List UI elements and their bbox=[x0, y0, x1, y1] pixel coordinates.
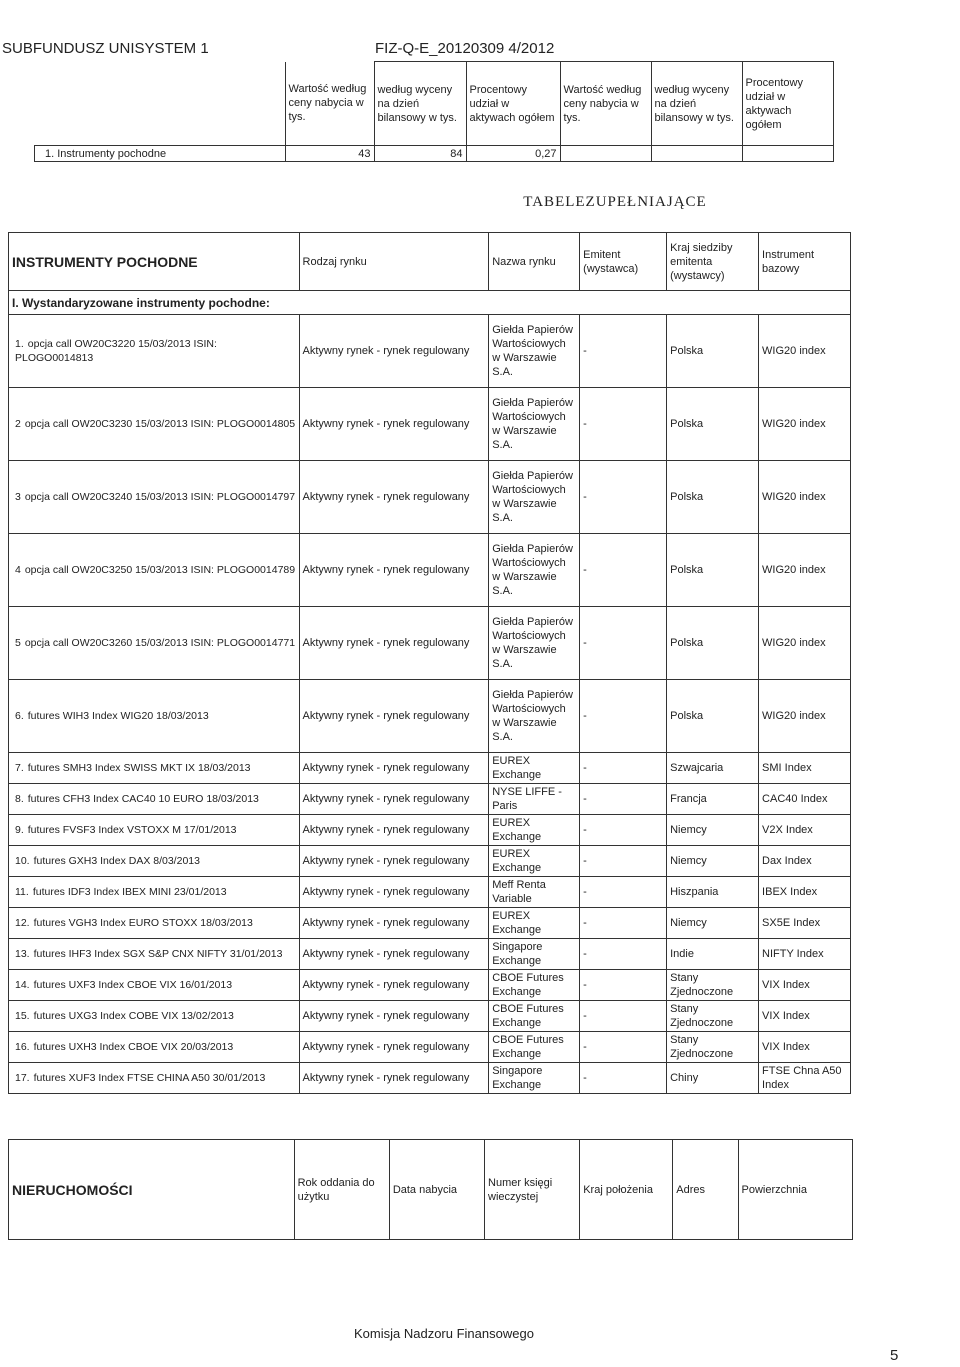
instrument-name: futures CFH3 Index CAC40 10 EURO 18/03/2013 bbox=[27, 793, 259, 805]
cell-market: NYSE LIFFE - Paris bbox=[489, 784, 580, 815]
cell-issuer: - bbox=[580, 534, 667, 607]
table-row bbox=[9, 1001, 851, 1032]
cell-type: Aktywny rynek - rynek regulowany bbox=[299, 534, 489, 607]
row-number: 4 bbox=[15, 564, 21, 576]
cell-issuer: - bbox=[580, 970, 667, 1001]
cell-underlying: WIG20 index bbox=[759, 607, 851, 680]
table-row bbox=[9, 877, 851, 908]
header-market-type: Rodzaj rynku bbox=[299, 233, 489, 291]
table-row bbox=[9, 607, 851, 680]
cell-type: Aktywny rynek - rynek regulowany bbox=[299, 607, 489, 680]
row-number: 15. bbox=[15, 1010, 30, 1022]
instrument-name: futures IDF3 Index IBEX MINI 23/01/2013 bbox=[32, 886, 227, 898]
header-underlying: Instrument bazowy bbox=[759, 233, 851, 291]
row-number: 6. bbox=[15, 710, 24, 722]
cell-market: CBOE Futures Exchange bbox=[489, 1001, 580, 1032]
cell-underlying: Dax Index bbox=[759, 846, 851, 877]
section-title: TABELEZUPEŁNIAJĄCE bbox=[523, 194, 707, 210]
cell-market: Singapore Exchange bbox=[489, 939, 580, 970]
cell-country: Chiny bbox=[667, 1063, 759, 1094]
cell-type: Aktywny rynek - rynek regulowany bbox=[299, 753, 489, 784]
footer-org: Komisja Nadzoru Finansowego bbox=[354, 1326, 534, 1341]
instrument-name: futures FVSF3 Index VSTOXX M 17/01/2013 bbox=[27, 824, 237, 836]
cell-name bbox=[9, 1063, 300, 1094]
cell-issuer: - bbox=[580, 607, 667, 680]
cell-issuer: - bbox=[580, 846, 667, 877]
row-number: 5 bbox=[15, 637, 21, 649]
cell-name bbox=[9, 388, 300, 461]
cell-country: Indie bbox=[667, 939, 759, 970]
cell-underlying: WIG20 index bbox=[759, 680, 851, 753]
cell-market: Singapore Exchange bbox=[489, 1063, 580, 1094]
table-row bbox=[9, 908, 851, 939]
cell-country: Polska bbox=[667, 461, 759, 534]
instrument-name: futures UXH3 Index CBOE VIX 20/03/2013 bbox=[33, 1041, 234, 1053]
instrument-name: futures VGH3 Index EURO STOXX 18/03/2013 bbox=[33, 917, 253, 929]
table-row bbox=[9, 846, 851, 877]
cell-underlying: CAC40 Index bbox=[759, 784, 851, 815]
cell-name bbox=[9, 461, 300, 534]
cell-underlying: V2X Index bbox=[759, 815, 851, 846]
cell-issuer: - bbox=[580, 1001, 667, 1032]
cell-issuer: - bbox=[580, 908, 667, 939]
re-register: Numer księgi wieczystej bbox=[485, 1140, 580, 1240]
derivatives-table bbox=[8, 232, 851, 1094]
cell-underlying: VIX Index bbox=[759, 1032, 851, 1063]
cell-name bbox=[9, 315, 300, 388]
cell-type: Aktywny rynek - rynek regulowany bbox=[299, 846, 489, 877]
cell-underlying: SMI Index bbox=[759, 753, 851, 784]
cell-underlying: WIG20 index bbox=[759, 534, 851, 607]
table-row bbox=[9, 461, 851, 534]
cell-underlying: WIG20 index bbox=[759, 388, 851, 461]
cell-name bbox=[9, 877, 300, 908]
cell-underlying: IBEX Index bbox=[759, 877, 851, 908]
derivatives-title: INSTRUMENTY POCHODNE bbox=[9, 233, 300, 291]
row-number: 2 bbox=[15, 418, 21, 430]
cell-type: Aktywny rynek - rynek regulowany bbox=[299, 970, 489, 1001]
re-area: Powierzchnia bbox=[738, 1140, 852, 1240]
cell-country: Niemcy bbox=[667, 846, 759, 877]
header-issuer: Emitent (wystawca) bbox=[580, 233, 667, 291]
cell-country: Francja bbox=[667, 784, 759, 815]
cell-market: Meff Renta Variable bbox=[489, 877, 580, 908]
subsection-label: I. Wystandaryzowane instrumenty pochodne: bbox=[9, 291, 851, 315]
summary-table bbox=[34, 61, 834, 162]
cell-issuer: - bbox=[580, 461, 667, 534]
cell-underlying: VIX Index bbox=[759, 1001, 851, 1032]
cell-issuer: - bbox=[580, 680, 667, 753]
cell-type: Aktywny rynek - rynek regulowany bbox=[299, 1063, 489, 1094]
value-cost: 43 bbox=[285, 146, 374, 162]
cell-type: Aktywny rynek - rynek regulowany bbox=[299, 939, 489, 970]
row-number: 3 bbox=[15, 491, 21, 503]
cell-issuer: - bbox=[580, 1032, 667, 1063]
instrument-name: futures GXH3 Index DAX 8/03/2013 bbox=[33, 855, 200, 867]
cell-type: Aktywny rynek - rynek regulowany bbox=[299, 784, 489, 815]
instrument-name: futures IHF3 Index SGX S&P CNX NIFTY 31/01/2013 bbox=[33, 948, 283, 960]
cell-underlying: FTSE Chna A50 Index bbox=[759, 1063, 851, 1094]
cell-type: Aktywny rynek - rynek regulowany bbox=[299, 815, 489, 846]
cell-market: CBOE Futures Exchange bbox=[489, 970, 580, 1001]
cell-market: EUREX Exchange bbox=[489, 846, 580, 877]
cell-country: Hiszpania bbox=[667, 877, 759, 908]
cell-market: EUREX Exchange bbox=[489, 753, 580, 784]
cell-underlying: VIX Index bbox=[759, 970, 851, 1001]
table-row bbox=[9, 753, 851, 784]
cell-underlying: SX5E Index bbox=[759, 908, 851, 939]
cell-country: Niemcy bbox=[667, 908, 759, 939]
cell-market: Giełda Papierów Wartościowych w Warszawie S.A. bbox=[489, 315, 580, 388]
value-valuation: 84 bbox=[374, 146, 466, 162]
row-number: 8. bbox=[15, 793, 24, 805]
instrument-name: futures WIH3 Index WIG20 18/03/2013 bbox=[27, 710, 209, 722]
cell-market: CBOE Futures Exchange bbox=[489, 1032, 580, 1063]
instrument-name: futures SMH3 Index SWISS MKT IX 18/03/2013 bbox=[27, 762, 251, 774]
cell-country: Stany Zjednoczone bbox=[667, 1001, 759, 1032]
cell-issuer: - bbox=[580, 877, 667, 908]
cell-name bbox=[9, 908, 300, 939]
cell-issuer: - bbox=[580, 784, 667, 815]
table-row bbox=[9, 680, 851, 753]
cell-country: Polska bbox=[667, 534, 759, 607]
cell-country: Stany Zjednoczone bbox=[667, 1032, 759, 1063]
cell-type: Aktywny rynek - rynek regulowany bbox=[299, 877, 489, 908]
table-row bbox=[9, 1063, 851, 1094]
table-row bbox=[9, 970, 851, 1001]
cell-name bbox=[9, 1001, 300, 1032]
cell-name bbox=[9, 607, 300, 680]
re-country: Kraj położenia bbox=[580, 1140, 673, 1240]
instrument-name: opcja call OW20C3230 15/03/2013 ISIN: PLOGO0014805 bbox=[24, 418, 296, 430]
col-value-cost-2: Wartość według ceny nabycia w tys. bbox=[560, 62, 651, 146]
cell-market: Giełda Papierów Wartościowych w Warszawie S.A. bbox=[489, 607, 580, 680]
cell-issuer: - bbox=[580, 388, 667, 461]
row-number: 7. bbox=[15, 762, 24, 774]
instrument-name: opcja call OW20C3260 15/03/2013 ISIN: PLOGO0014771 bbox=[24, 637, 296, 649]
row-number: 1. bbox=[15, 338, 24, 350]
re-date: Data nabycia bbox=[389, 1140, 484, 1240]
row-number: 16. bbox=[15, 1041, 30, 1053]
cell-name bbox=[9, 680, 300, 753]
header-market-name: Nazwa rynku bbox=[489, 233, 580, 291]
cell-underlying: WIG20 index bbox=[759, 315, 851, 388]
table-row bbox=[9, 1032, 851, 1063]
cell-name bbox=[9, 1032, 300, 1063]
cell-type: Aktywny rynek - rynek regulowany bbox=[299, 388, 489, 461]
cell-name bbox=[9, 784, 300, 815]
table-row bbox=[9, 784, 851, 815]
instrument-name: futures UXF3 Index CBOE VIX 16/01/2013 bbox=[33, 979, 233, 991]
cell-underlying: NIFTY Index bbox=[759, 939, 851, 970]
table-row bbox=[9, 939, 851, 970]
col-percent-assets-2: Procentowy udział w aktywach ogółem bbox=[742, 62, 833, 146]
instrument-name: futures XUF3 Index FTSE CHINA A50 30/01/2013 bbox=[33, 1072, 266, 1084]
col-value-valuation: według wyceny na dzień bilansowy w tys. bbox=[374, 62, 466, 146]
cell-country: Szwajcaria bbox=[667, 753, 759, 784]
cell-underlying: WIG20 index bbox=[759, 461, 851, 534]
row-number: 14. bbox=[15, 979, 30, 991]
instrument-name: opcja call OW20C3250 15/03/2013 ISIN: PLOGO0014789 bbox=[24, 564, 296, 576]
cell-country: Stany Zjednoczone bbox=[667, 970, 759, 1001]
cell-issuer: - bbox=[580, 1063, 667, 1094]
col-percent-assets: Procentowy udział w aktywach ogółem bbox=[466, 62, 560, 146]
instrument-name: opcja call OW20C3240 15/03/2013 ISIN: PLOGO0014797 bbox=[24, 491, 296, 503]
cell-market: Giełda Papierów Wartościowych w Warszawie S.A. bbox=[489, 680, 580, 753]
cell-type: Aktywny rynek - rynek regulowany bbox=[299, 1001, 489, 1032]
cell-type: Aktywny rynek - rynek regulowany bbox=[299, 315, 489, 388]
fund-name: SUBFUNDUSZ UNISYSTEM 1 bbox=[2, 40, 209, 57]
row-number: 17. bbox=[15, 1072, 30, 1084]
header-country: Kraj siedziby emitenta (wystawcy) bbox=[667, 233, 759, 291]
instrument-name: opcja call OW20C3220 15/03/2013 ISIN: PLOGO0014813 bbox=[15, 338, 217, 364]
row-number: 13. bbox=[15, 948, 30, 960]
cell-issuer: - bbox=[580, 939, 667, 970]
row-number: 9. bbox=[15, 824, 24, 836]
cell-type: Aktywny rynek - rynek regulowany bbox=[299, 1032, 489, 1063]
col-value-valuation-2: według wyceny na dzień bilansowy w tys. bbox=[651, 62, 742, 146]
cell-country: Polska bbox=[667, 680, 759, 753]
value-percent: 0,27 bbox=[466, 146, 560, 162]
cell-name bbox=[9, 939, 300, 970]
col-value-cost: Wartość według ceny nabycia w tys. bbox=[285, 62, 374, 146]
table-row bbox=[9, 388, 851, 461]
cell-issuer: - bbox=[580, 815, 667, 846]
cell-market: Giełda Papierów Wartościowych w Warszawie S.A. bbox=[489, 461, 580, 534]
row-number: 12. bbox=[15, 917, 30, 929]
table-row bbox=[9, 815, 851, 846]
table-row bbox=[9, 315, 851, 388]
page-number: 5 bbox=[890, 1347, 899, 1364]
re-year: Rok oddania do użytku bbox=[294, 1140, 389, 1240]
row-label: 1. Instrumenty pochodne bbox=[35, 146, 286, 162]
cell-type: Aktywny rynek - rynek regulowany bbox=[299, 908, 489, 939]
cell-name bbox=[9, 534, 300, 607]
cell-country: Polska bbox=[667, 315, 759, 388]
cell-country: Polska bbox=[667, 607, 759, 680]
cell-market: EUREX Exchange bbox=[489, 815, 580, 846]
real-estate-table bbox=[8, 1139, 853, 1240]
row-number: 11. bbox=[15, 886, 29, 898]
cell-market: Giełda Papierów Wartościowych w Warszawie S.A. bbox=[489, 534, 580, 607]
cell-name bbox=[9, 753, 300, 784]
document-id: FIZ-Q-E_20120309 4/2012 bbox=[375, 40, 555, 57]
instrument-name: futures UXG3 Index COBE VIX 13/02/2013 bbox=[33, 1010, 234, 1022]
cell-country: Niemcy bbox=[667, 815, 759, 846]
table-row bbox=[9, 534, 851, 607]
cell-type: Aktywny rynek - rynek regulowany bbox=[299, 461, 489, 534]
re-address: Adres bbox=[673, 1140, 738, 1240]
cell-market: EUREX Exchange bbox=[489, 908, 580, 939]
cell-country: Polska bbox=[667, 388, 759, 461]
real-estate-title: NIERUCHOMOŚCI bbox=[9, 1140, 295, 1240]
cell-name bbox=[9, 846, 300, 877]
row-number: 10. bbox=[15, 855, 30, 867]
cell-type: Aktywny rynek - rynek regulowany bbox=[299, 680, 489, 753]
cell-name bbox=[9, 970, 300, 1001]
cell-market: Giełda Papierów Wartościowych w Warszawie S.A. bbox=[489, 388, 580, 461]
cell-issuer: - bbox=[580, 753, 667, 784]
cell-issuer: - bbox=[580, 315, 667, 388]
cell-name bbox=[9, 815, 300, 846]
